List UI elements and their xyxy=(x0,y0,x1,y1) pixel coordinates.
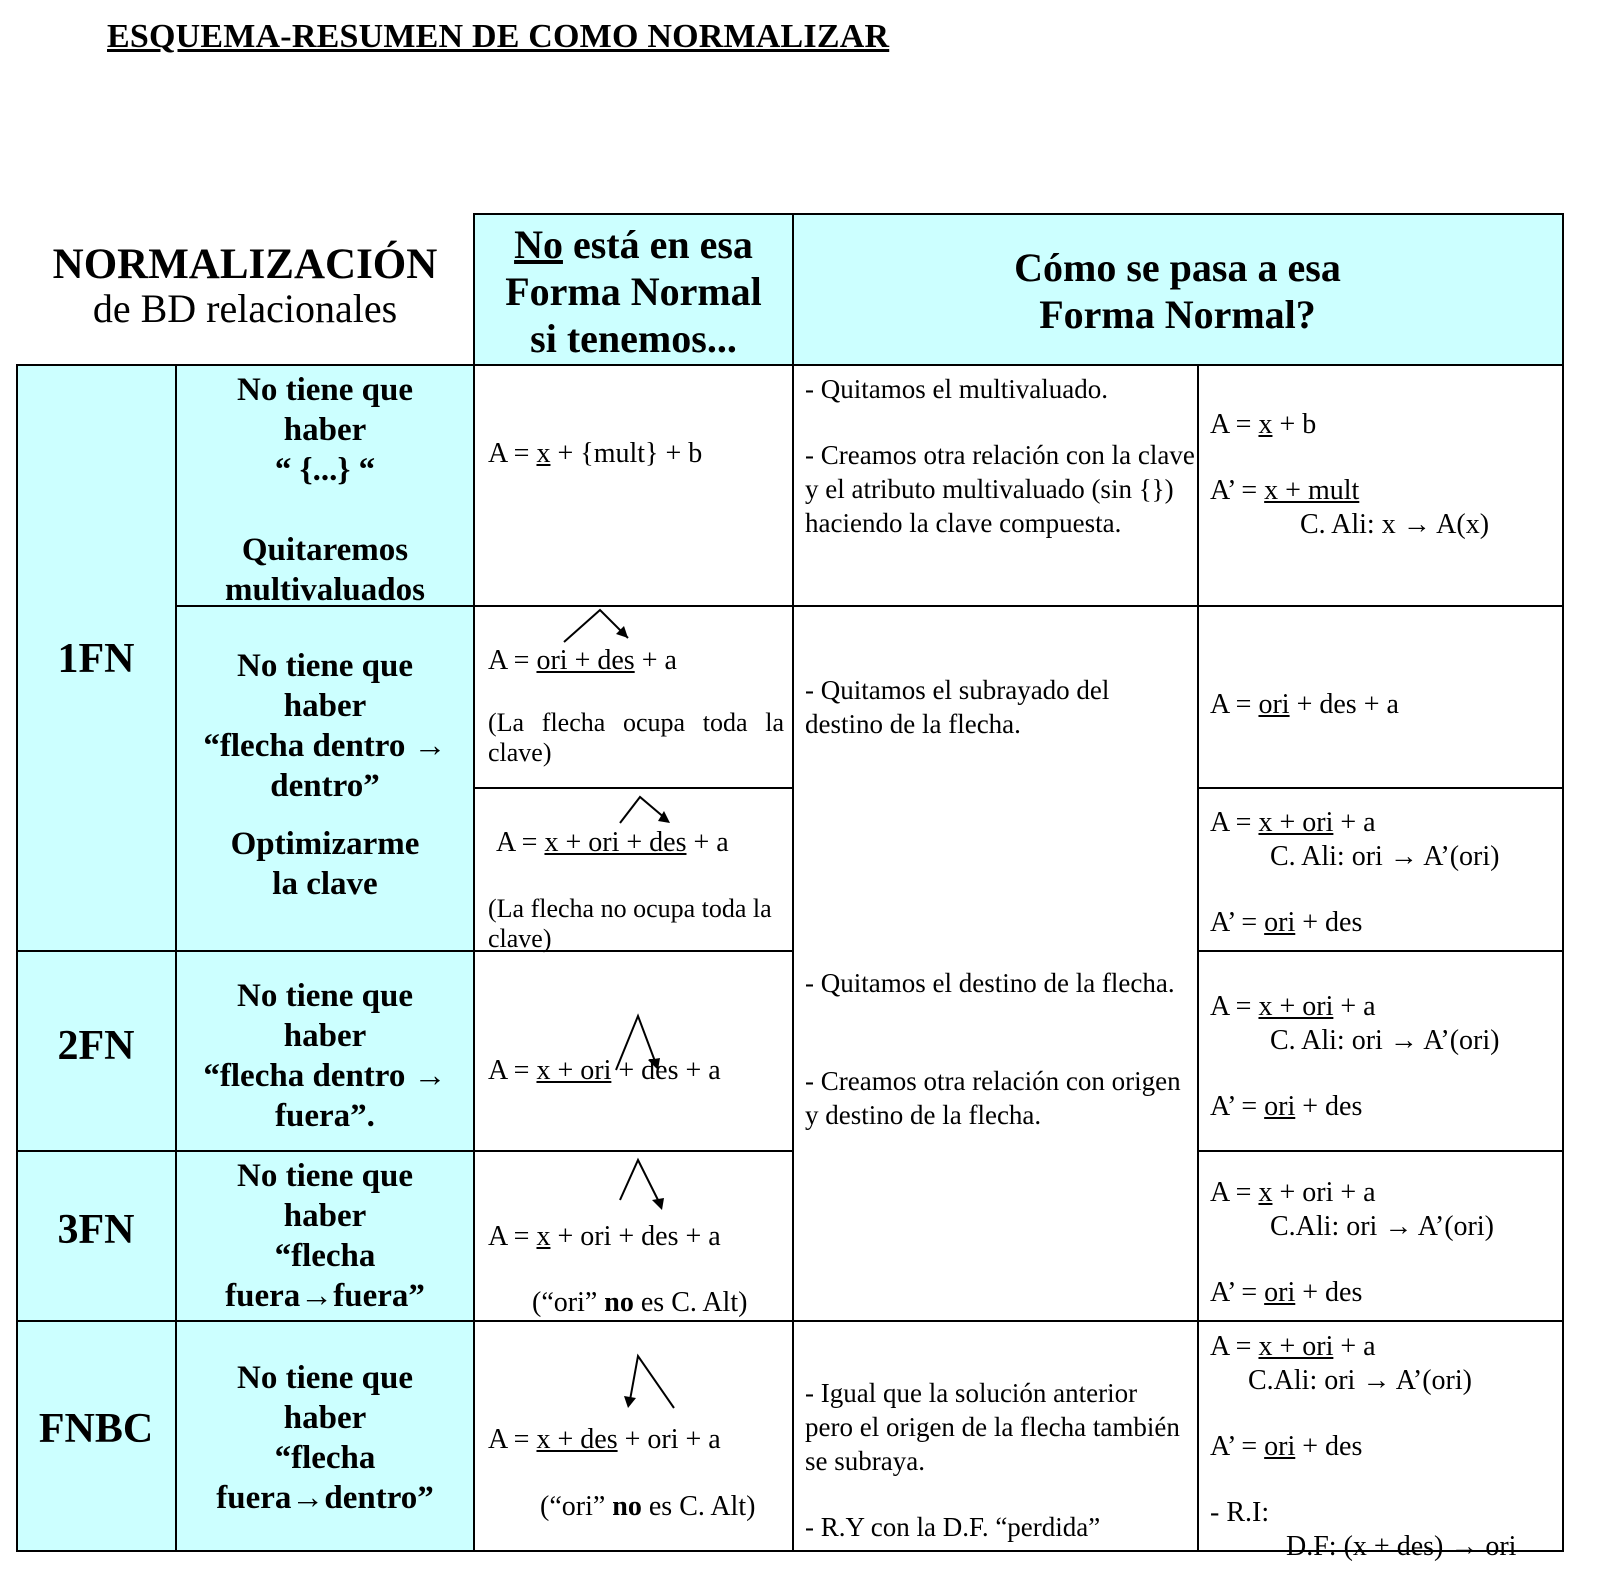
result-outside-inside: A = x + ori + a C.Ali: ori → A’(ori) A’ = ori + des - R.I: D.F: (x + des) → ori xyxy=(1210,1331,1517,1562)
condition-outside-outside: A = x + ori + des + a xyxy=(488,1221,721,1252)
condition-outside-outside-note: (“ori” no es C. Alt) xyxy=(532,1287,748,1318)
form-1fn: 1FN xyxy=(57,636,135,682)
condition-outside-inside-note: (“ori” no es C. Alt) xyxy=(540,1491,756,1522)
header-subtitle: de BD relacionales xyxy=(92,286,398,331)
header-normalizacion xyxy=(16,240,474,332)
rule-outside-inside: No tiene que haber “flecha fuera→dentro” xyxy=(216,1360,434,1516)
header-no: No xyxy=(514,222,563,267)
how-outside-inside: - Igual que la solución anterior pero el origen de la flecha también se subraya. - R.Y con la D.F. “perdida” xyxy=(805,1378,1180,1542)
header-condition: No está en esa Forma Normal si tenemos... xyxy=(505,222,762,361)
condition-inside-outside: A = x + ori + des + a xyxy=(488,1055,721,1086)
condition-inside-inside-note: (La flecha ocupa toda la clave) xyxy=(488,708,784,767)
rule-multivalued: No tiene que haber “ {...} “ Quitaremos multivaluados xyxy=(225,372,425,608)
form-3fn: 3FN xyxy=(57,1207,135,1253)
how-inside-inside: - Quitamos el subrayado del destino de la flecha. xyxy=(805,675,1110,739)
rule-outside-outside: No tiene que haber “flecha fuera→fuera” xyxy=(225,1158,425,1314)
condition-inside-inside: A = ori + des + a xyxy=(488,645,677,676)
form-fnbc: FNBC xyxy=(38,1406,154,1452)
dependency-arrow-icon xyxy=(612,1352,682,1412)
dependency-arrow-icon xyxy=(616,1156,666,1214)
result-inside-inside-partial: A = x + ori + a C. Ali: ori → A’(ori) A’ = ori + des xyxy=(1210,807,1500,938)
form-2fn: 2FN xyxy=(57,1023,135,1069)
result-multivalued: A = x + b A’ = x + mult C. Ali: x → A(x) xyxy=(1210,409,1490,540)
header-how: Cómo se pasa a esa Forma Normal? xyxy=(1014,245,1341,337)
how-multivalued: - Quitamos el multivaluado. - Creamos otra relación con la clave y el atributo multivaluado (sin {}) haciendo la clave compuesta. xyxy=(805,374,1195,538)
dependency-arrow-icon xyxy=(616,795,676,827)
how-inside-outside: - Quitamos el destino de la flecha. - Creamos otra relación con origen y destino de la flecha. xyxy=(805,968,1181,1130)
header-title: NORMALIZACIÓN xyxy=(52,241,438,288)
result-inside-inside: A = ori + des + a xyxy=(1210,689,1399,720)
result-outside-outside: A = x + ori + a C.Ali: ori → A’(ori) A’ = ori + des xyxy=(1210,1177,1494,1308)
document-title: ESQUEMA-RESUMEN DE COMO NORMALIZAR xyxy=(107,18,890,55)
rule-inside-inside: No tiene que haber “flecha dentro → dentro” Optimizarme la clave xyxy=(203,648,447,902)
rule-inside-outside: No tiene que haber “flecha dentro → fuera”. xyxy=(203,978,447,1134)
condition-inside-inside-partial-note: (La flecha no ocupa toda la clave) xyxy=(488,894,772,953)
condition-multivalued: A = x + {mult} + b xyxy=(488,438,703,469)
dependency-arrow-icon xyxy=(560,606,640,646)
condition-inside-inside-partial: A = x + ori + des + a xyxy=(496,827,729,858)
result-inside-outside: A = x + ori + a C. Ali: ori → A’(ori) A’ = ori + des xyxy=(1210,991,1500,1122)
condition-outside-inside: A = x + des + ori + a xyxy=(488,1424,721,1455)
